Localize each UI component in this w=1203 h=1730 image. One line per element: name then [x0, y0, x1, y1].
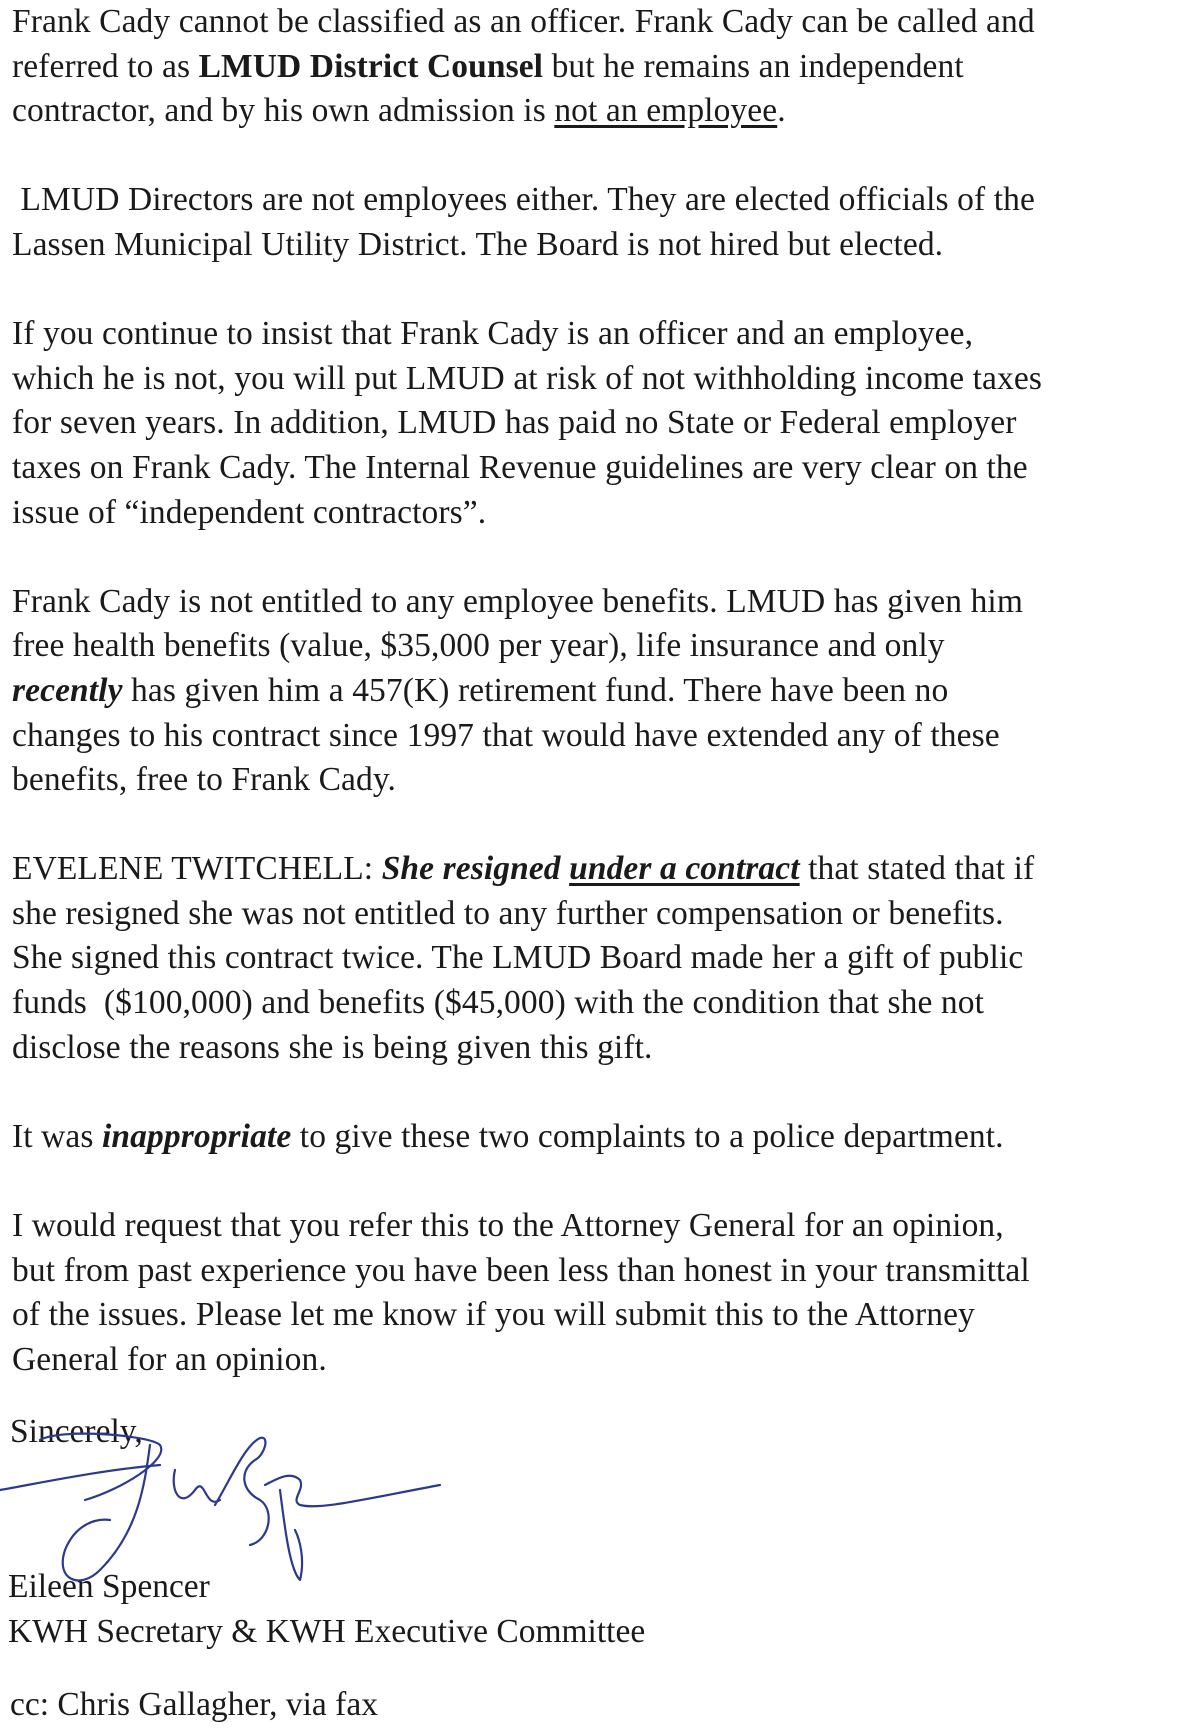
text-line: [12, 45, 1197, 90]
text-line: [12, 669, 1197, 714]
text-line: [12, 1115, 1197, 1160]
emphasis-word: inappropriate: [102, 1117, 292, 1155]
emphasis-word: recently: [12, 671, 123, 709]
paragraph-attorney-general: [12, 1204, 1197, 1382]
text-line: for seven years. In addition, LMUD has paid no State or Federal employer: [12, 404, 1017, 442]
paragraph-frank-cady-officer: [12, 0, 1197, 134]
text-line: General for an opinion.: [12, 1340, 327, 1378]
text-line: She signed this contract twice. The LMUD Board made her a gift of public: [12, 939, 1024, 977]
text-line: Frank Cady is not entitled to any employee benefits. LMUD has given him: [12, 582, 1023, 620]
text-line: I would request that you refer this to the Attorney General for an opinion,: [12, 1207, 1004, 1245]
text-line: which he is not, you will put LMUD at risk of not withholding income taxes: [12, 359, 1042, 397]
text-run: EVELENE TWITCHELL:: [12, 850, 382, 888]
text-line: funds ($100,000) and benefits ($45,000) with the condition that she not: [12, 984, 985, 1022]
paragraph-tax-risk: [12, 312, 1197, 535]
text-run: has given him a 457(K) retirement fund. There have been no: [122, 671, 949, 709]
text-line: benefits, free to Frank Cady.: [12, 761, 396, 799]
underlined-phrase: not an employee: [554, 92, 778, 130]
text-line: [12, 847, 1197, 892]
text-line: issue of “independent contractors”.: [12, 493, 487, 531]
text-run: that stated that if: [799, 850, 1035, 888]
text-run: to give these two complaints to a police department.: [291, 1117, 1004, 1155]
paragraph-twitchell: [12, 847, 1197, 1070]
signer-name: Eileen Spencer: [8, 1568, 210, 1605]
signer-title: KWH Secretary & KWH Executive Committee: [8, 1612, 646, 1650]
bold-term: LMUD District Counsel: [198, 47, 544, 85]
text-run: referred to as: [12, 47, 199, 85]
text-run: contractor, and by his own admission is: [12, 92, 555, 130]
text-line: If you continue to insist that Frank Cady is an officer and an employee,: [12, 315, 974, 353]
paragraph-benefits: [12, 580, 1197, 803]
signature-block: [8, 1565, 645, 1654]
paragraph-directors: [12, 178, 1197, 267]
cc-line: cc: Chris Gallagher, via fax: [10, 1686, 378, 1723]
emphasis-underlined-phrase: under a contract: [569, 850, 800, 888]
text-line: taxes on Frank Cady. The Internal Revenue guidelines are very clear on the: [12, 448, 1028, 486]
text-run: It was: [12, 1117, 103, 1155]
text-line: she resigned she was not entitled to any further compensation or benefits.: [12, 894, 1004, 932]
text-line: Lassen Municipal Utility District. The Board is not hired but elected.: [12, 225, 944, 263]
text-line: free health benefits (value, $35,000 per year), life insurance and only: [12, 627, 945, 665]
text-line: but from past experience you have been less than honest in your transmittal: [12, 1251, 1030, 1289]
text-line: LMUD Directors are not employees either. They are elected officials of the: [12, 181, 1035, 219]
text-line: Frank Cady cannot be classified as an officer. Frank Cady can be called and: [12, 3, 1035, 40]
closing: Sincerely,: [10, 1413, 143, 1450]
paragraph-inappropriate: [12, 1115, 1197, 1160]
text-line: [12, 89, 1197, 134]
text-line: of the issues. Please let me know if you will submit this to the Attorney: [12, 1296, 975, 1334]
text-run: but he remains an independent: [543, 47, 964, 85]
text-run: .: [777, 92, 786, 130]
text-line: disclose the reasons she is being given this gift.: [12, 1028, 653, 1066]
emphasis-phrase: She resigned: [381, 850, 570, 888]
letter-body: [12, 0, 1197, 1427]
text-line: changes to his contract since 1997 that would have extended any of these: [12, 716, 1000, 754]
